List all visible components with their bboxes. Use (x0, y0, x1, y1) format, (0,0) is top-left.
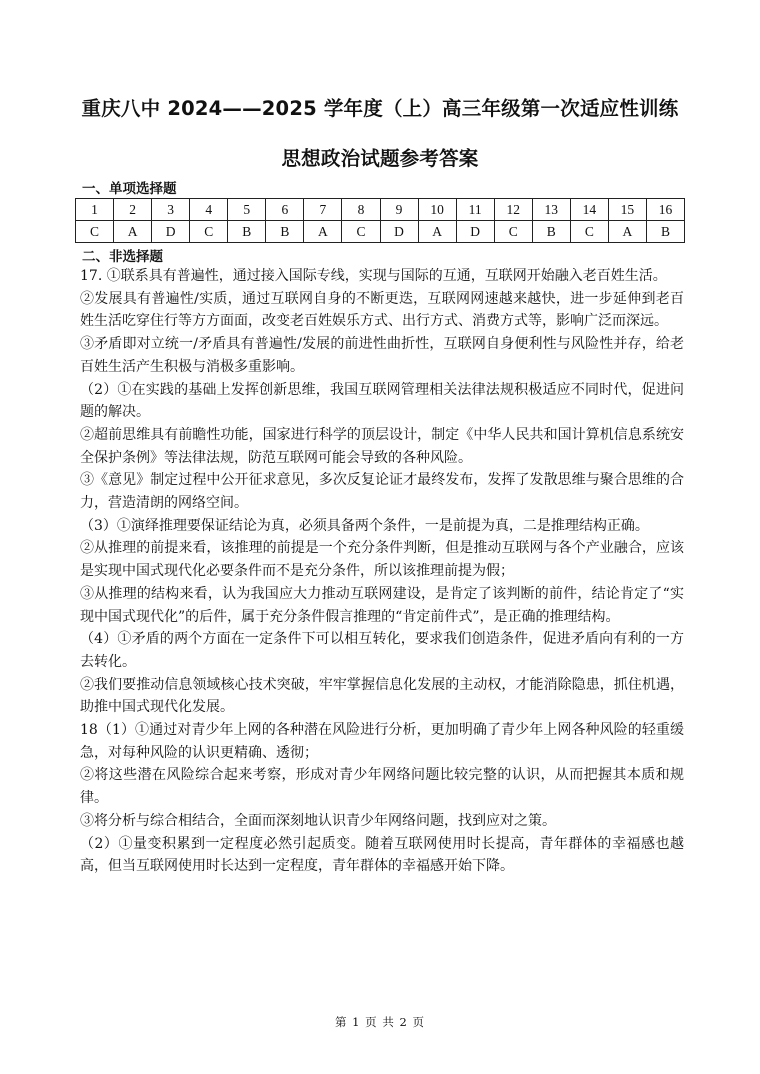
page-title: 重庆八中 2024——2025 学年度（上）高三年级第一次适应性训练 (81, 97, 679, 120)
answer-cell: A (418, 221, 456, 243)
answer-paragraph: ③从推理的结构来看，认为我国应大力推动互联网建设，是肯定了该判断的前件，结论肯定了“实现中国式现代化”的后件，属于充分条件假言推理的“肯定前件式”，是正确的推理结构。 (80, 585, 684, 625)
answer-cell: A (114, 221, 152, 243)
question-number-cell: 3 (152, 199, 190, 221)
answer-cell: B (646, 221, 684, 243)
question-number-cell: 12 (494, 199, 532, 221)
answer-row (76, 221, 685, 243)
question-number-cell: 4 (190, 199, 228, 221)
answer-cell: B (228, 221, 266, 243)
answer-paragraph: 18（1）①通过对青少年上网的各种潜在风险进行分析，更加明确了青少年上网各种风险的轻重缓急，对每种风险的认识更精确、透彻； (80, 722, 684, 761)
page-subtitle: 思想政治试题参考答案 (281, 147, 479, 170)
answer-paragraph: ②将这些潜在风险综合起来考察，形成对青少年网络问题比较完整的认识，从而把握其本质和规律。 (80, 767, 684, 807)
question-number-cell: 11 (456, 199, 494, 221)
question-number-cell: 15 (608, 199, 646, 221)
answer-cell: C (570, 221, 608, 243)
question-number-row (76, 199, 685, 221)
answer-cell: A (608, 221, 646, 243)
answer-paragraph: （4）①矛盾的两个方面在一定条件下可以相互转化，要求我们创造条件，促进矛盾向有利的一方去转化。 (80, 631, 684, 670)
answer-paragraph: ③将分析与综合相结合，全面而深刻地认识青少年网络问题，找到应对之策。 (80, 812, 556, 829)
answer-cell: C (494, 221, 532, 243)
answer-cell: C (76, 221, 114, 243)
answer-paragraph: ②发展具有普遍性/实质，通过互联网自身的不断更迭，互联网网速越来越快，进一步延伸到老百姓生活吃穿住行等方方面面，改变老百姓娱乐方式、出行方式、消费方式等，影响广泛而深远。 (80, 290, 684, 330)
answer-cell: C (190, 221, 228, 243)
question-number-cell: 9 (380, 199, 418, 221)
answer-cell: D (380, 221, 418, 243)
question-number-cell: 6 (266, 199, 304, 221)
answer-paragraph: （2）①在实践的基础上发挥创新思维，我国互联网管理相关法律法规积极适应不同时代，促进问题的解决。 (80, 381, 684, 421)
answer-paragraph: 17. ①联系具有普遍性，通过接入国际专线，实现与国际的互通，互联网开始融入老百姓生活。 (80, 268, 667, 284)
answer-paragraph: ②我们要推动信息领域核心技术突破，牢牢掌握信息化发展的主动权，才能消除隐患，抓住机遇，助推中国式现代化发展。 (80, 676, 684, 716)
question-number-cell: 16 (646, 199, 684, 221)
answer-paragraph: ②从推理的前提来看，该推理的前提是一个充分条件判断，但是推动互联网与各个产业融合，应该是实现中国式现代化必要条件而不是充分条件，所以该推理前提为假； (80, 540, 684, 580)
section-heading-single-choice: 一、单项选择题 (82, 181, 177, 197)
question-number-cell: 10 (418, 199, 456, 221)
answer-paragraph: ②超前思维具有前瞻性功能，国家进行科学的顶层设计，制定《中华人民共和国计算机信息系统安全保护条例》等法律法规，防范互联网可能会导致的各种风险。 (80, 426, 684, 466)
answer-paragraph: （2）①量变积累到一定程度必然引起质变。随着互联网使用时长提高，青年群体的幸福感也越高，但当互联网使用时长达到一定程度，青年群体的幸福感开始下降。 (80, 835, 684, 875)
question-number-cell: 14 (570, 199, 608, 221)
answer-cell: A (304, 221, 342, 243)
answer-body (80, 265, 684, 878)
question-number-cell: 7 (304, 199, 342, 221)
question-number-cell: 2 (114, 199, 152, 221)
answer-paragraph: ③《意见》制定过程中公开征求意见，多次反复论证才最终发布，发挥了发散思维与聚合思维的合力，营造清朗的网络空间。 (80, 472, 684, 512)
section-heading-non-choice: 二、非选择题 (82, 249, 163, 265)
answer-paragraph: （3）①演绎推理要保证结论为真，必须具备两个条件，一是前提为真，二是推理结构正确。 (80, 517, 649, 534)
answer-cell: B (266, 221, 304, 243)
answer-cell: B (532, 221, 570, 243)
answer-cell: C (342, 221, 380, 243)
page-footer: 第 1 页 共 2 页 (335, 1015, 425, 1029)
question-number-cell: 13 (532, 199, 570, 221)
question-number-cell: 8 (342, 199, 380, 221)
question-number-cell: 5 (228, 199, 266, 221)
answer-paragraph: ③矛盾即对立统一/矛盾具有普遍性/发展的前进性曲折性，互联网自身便利性与风险性并存，给老百姓生活产生积极与消极多重影响。 (80, 336, 684, 375)
answer-table (75, 198, 685, 243)
question-number-cell: 1 (76, 199, 114, 221)
answer-cell: D (456, 221, 494, 243)
answer-cell: D (152, 221, 190, 243)
